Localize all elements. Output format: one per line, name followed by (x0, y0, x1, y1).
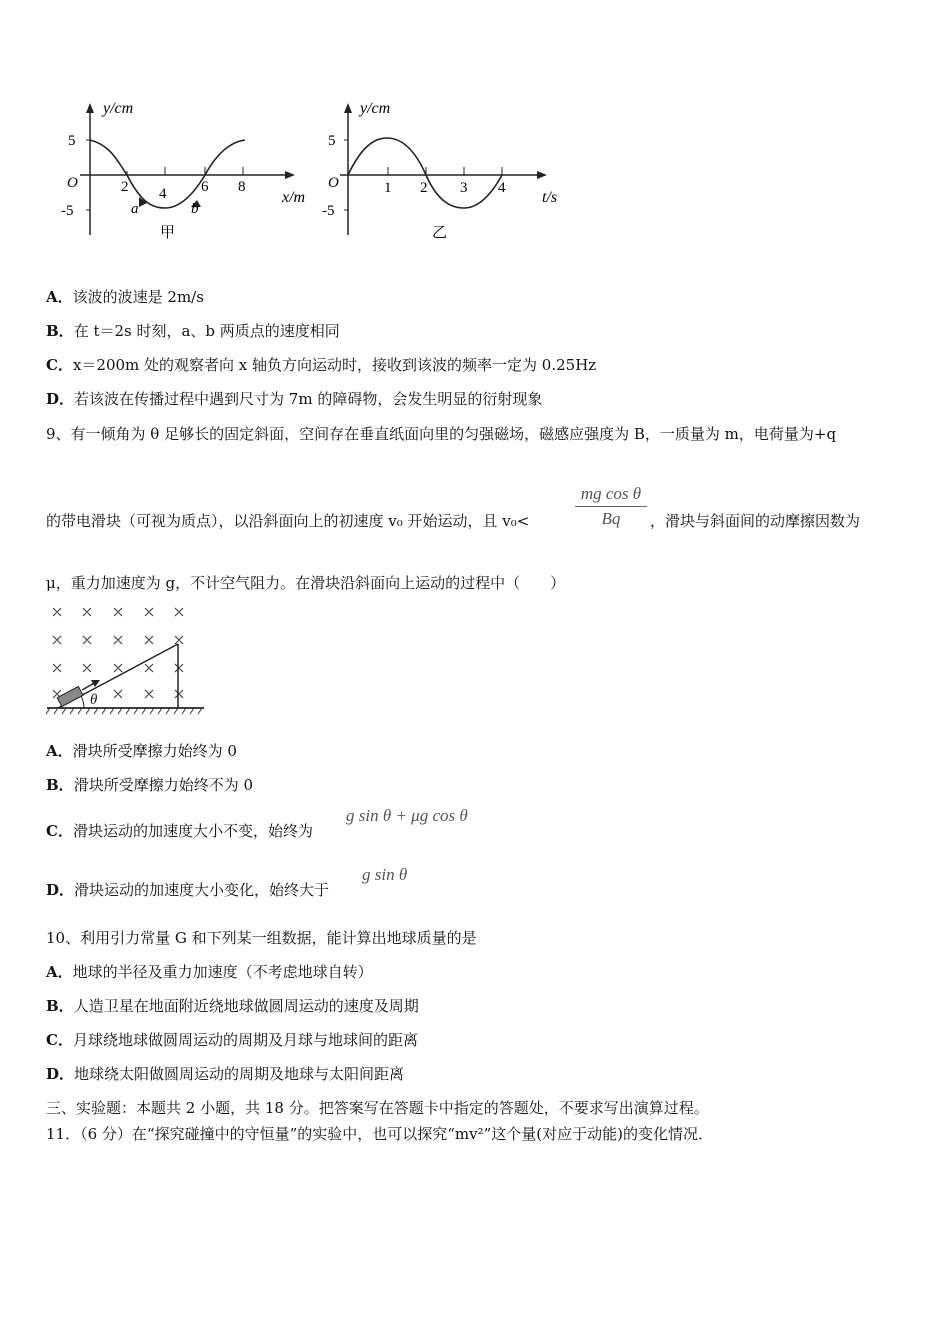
q9-fraction-numerator: mg cos θ (580, 484, 642, 503)
q9-fraction (575, 484, 647, 529)
yi-tick-3: 3 (460, 180, 468, 196)
jia-tick-5: 5 (68, 133, 76, 149)
q10-option-a: A．地球的半径及重力加速度（不考虑地球自转） (46, 963, 373, 981)
slider-block (57, 686, 83, 706)
magnetic-field-crosses (53, 608, 183, 698)
q8-option-a: A．该波的波速是 2m/s (46, 288, 204, 306)
q9-option-d: D．滑块运动的加速度大小变化，始终大于 (46, 881, 330, 899)
q9-option-c: C．滑块运动的加速度大小不变，始终为 (46, 822, 313, 840)
q10-option-c: C．月球绕地球做圆周运动的周期及月球与地球间的距离 (46, 1031, 418, 1049)
yi-tick-1: 1 (384, 180, 392, 196)
q8-option-c: C．x＝200m 处的观察者向 x 轴负方向运动时，接收到该波的频率一定为 0.25Hz (46, 356, 597, 374)
q9-option-d-formula: g sin θ (362, 865, 408, 884)
jia-y-label: y/cm (103, 100, 134, 117)
yi-tick-neg5: -5 (322, 203, 335, 219)
q10-stem: 10、利用引力常量 G 和下列某一组数据，能计算出地球质量的是 (46, 929, 477, 947)
q9-fraction-denominator: Bq (601, 509, 621, 528)
yi-caption: 乙 (432, 225, 448, 241)
jia-caption: 甲 (160, 225, 176, 241)
wave-curve-jia (90, 140, 245, 208)
q11-stem: 11．（6 分）在“探究碰撞中的守恒量”的实验中，也可以探究“mv²”这个量(对应于动能)的变化情况． (46, 1125, 713, 1143)
q10-option-d: D．地球绕太阳做圆周运动的周期及地球与太阳间距离 (46, 1065, 405, 1083)
wave-curve-yi (348, 138, 502, 208)
yi-y-label: y/cm (360, 100, 391, 117)
yi-x-label: t/s (542, 189, 558, 206)
yi-origin: O (328, 175, 339, 191)
q8-option-d: D．若该波在传播过程中遇到尺寸为 7m 的障碍物，会发生明显的衍射现象 (46, 390, 543, 408)
yi-tick-2: 2 (420, 180, 428, 196)
jia-x-label: x/m (282, 189, 306, 206)
q9-option-b: B．滑块所受摩擦力始终不为 0 (46, 776, 254, 794)
jia-tick-8: 8 (238, 179, 246, 195)
section3-heading: 三、实验题：本题共 2 小题，共 18 分。把答案写在答题卡中指定的答题处，不要求写出演算过程。 (46, 1099, 709, 1117)
yi-tick-4: 4 (498, 180, 506, 196)
incline-angle-theta: θ (90, 692, 98, 708)
q9-option-a: A．滑块所受摩擦力始终为 0 (46, 742, 237, 760)
q9-stem-line1: 9、有一倾角为 θ 足够长的固定斜面，空间存在垂直纸面向里的匀强磁场，磁感应强度为 B，一质量为 m，电荷量为+q (46, 425, 837, 443)
jia-tick-6: 6 (201, 179, 209, 195)
jia-tick-neg5: -5 (61, 203, 74, 219)
jia-point-b: b (191, 201, 199, 217)
vibration-graph-yi (320, 95, 580, 245)
incline-magnetic-field-figure (44, 600, 209, 720)
jia-origin: O (67, 175, 78, 191)
q10-option-b: B．人造卫星在地面附近绕地球做圆周运动的速度及周期 (46, 997, 419, 1015)
wave-graph-jia (55, 95, 325, 245)
jia-point-a: a (131, 201, 139, 217)
q9-stem-line2b: ，滑块与斜面间的动摩擦因数为 (650, 512, 861, 530)
q9-stem-line2a: 的带电滑块（可视为质点），以沿斜面向上的初速度 v₀ 开始运动，且 v₀< (46, 512, 530, 530)
q8-option-b: B．在 t＝2s 时刻，a、b 两质点的速度相同 (46, 322, 340, 340)
jia-tick-4: 4 (159, 186, 167, 202)
q9-option-c-formula: g sin θ + μg cos θ (346, 806, 468, 825)
yi-tick-5: 5 (328, 133, 336, 149)
q9-stem-line3: μ，重力加速度为 g，不计空气阻力。在滑块沿斜面向上运动的过程中（ ） (46, 574, 566, 592)
jia-tick-2: 2 (121, 179, 129, 195)
